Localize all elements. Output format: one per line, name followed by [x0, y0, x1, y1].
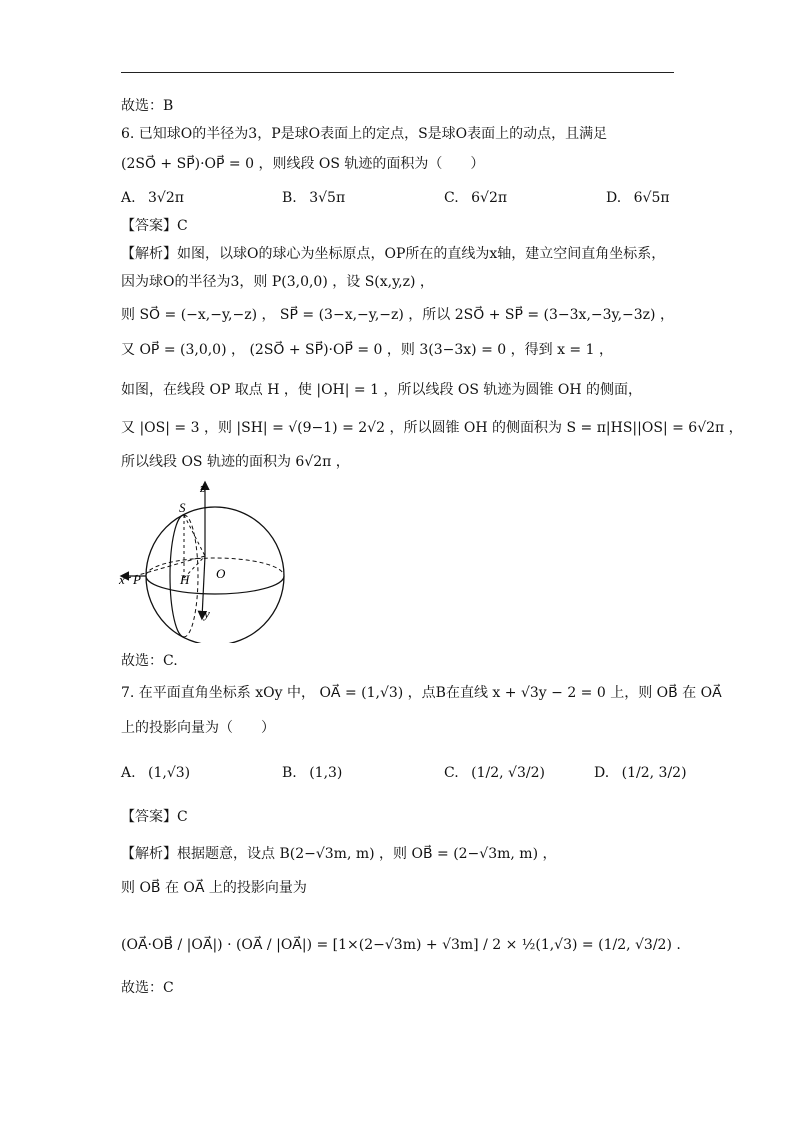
q6-analysis-line-7: 所以线段 OS 轨迹的面积为 6√2π ，	[121, 454, 350, 470]
q6-option-b	[282, 188, 345, 208]
sphere-outline	[146, 507, 284, 643]
option-label: D.	[594, 765, 610, 781]
label-H: H	[180, 572, 190, 587]
q7-option-d	[594, 763, 687, 783]
option-value: 3√2π	[148, 190, 184, 206]
label-z: z	[200, 480, 206, 495]
q7-analysis-line-2: 则 OB⃗ 在 OA⃗ 上的投影向量为	[121, 880, 307, 896]
option-label: C.	[444, 190, 459, 206]
q6-analysis-line-2: 因为球O的半径为3，则 P(3,0,0) ，设 S(x,y,z) ，	[121, 274, 434, 290]
q6-analysis-line-1: 【解析】如图，以球O的球心为坐标原点，OP所在的直线为x轴，建立空间直角坐标系，	[121, 246, 666, 262]
q6-conclusion: 故选：C.	[121, 653, 178, 669]
option-label: D.	[606, 190, 622, 206]
q6-option-d	[606, 188, 670, 208]
label-x: x	[119, 572, 125, 587]
q7-stem-line-2: 上的投影向量为（ ）	[121, 720, 275, 736]
q7-analysis-line-1: 【解析】根据题意，设点 B(2−√3m, m) ，则 OB⃗ = (2−√3m, m) ，	[121, 846, 557, 862]
option-value: (1,√3)	[148, 765, 191, 781]
q7-stem-line-1: 7. 在平面直角坐标系 xOy 中， OA⃗ = (1,√3) ，点B在直线 x + √3y − 2 = 0 上，则 OB⃗ 在 OA⃗	[121, 685, 722, 701]
q6-option-c	[444, 188, 507, 208]
q7-conclusion: 故选：C	[121, 980, 174, 996]
option-value: 6√2π	[471, 190, 508, 206]
q7-option-c	[444, 763, 545, 783]
equator-front	[146, 576, 284, 594]
q6-analysis-line-3: 则 SO⃗ = (−x,−y,−z) ， SP⃗ = (3−x,−y,−z) ，所以 2SO⃗ + SP⃗ = (3−3x,−3y,−3z) ，	[121, 307, 674, 323]
option-value: (1/2, 3/2)	[621, 765, 687, 781]
previous-answer: 故选：B	[121, 98, 174, 114]
q6-answer: 【答案】C	[121, 218, 188, 234]
option-value: (1,3)	[309, 765, 343, 781]
q6-stem-line-1: 6. 已知球O的半径为3，P是球O表面上的定点，S是球O表面上的动点，且满足	[121, 126, 608, 142]
label-y: y	[204, 606, 210, 621]
option-label: B.	[282, 765, 297, 781]
equator-back	[146, 558, 284, 576]
q6-analysis-line-4: 又 OP⃗ = (3,0,0) ， (2SO⃗ + SP⃗)·OP⃗ = 0 ，则 3(3−3x) = 0 ，得到 x = 1 ，	[121, 342, 613, 358]
option-label: B.	[282, 190, 297, 206]
sphere-figure	[108, 478, 298, 643]
q6-option-a	[121, 188, 184, 208]
q6-analysis-line-5: 如图，在线段 OP 取点 H ，使 |OH| = 1 ，所以线段 OS 轨迹为圆锥 OH 的侧面，	[121, 382, 643, 398]
option-value: (1/2, √3/2)	[471, 765, 545, 781]
option-value: 3√5π	[309, 190, 346, 206]
label-O: O	[216, 566, 226, 581]
q6-analysis-line-6: 又 |OS| = 3 ，则 |SH| = √(9−1) = 2√2 ，所以圆锥 OH 的侧面积为 S = π|HS||OS| = 6√2π ，	[121, 420, 743, 436]
option-label: A.	[121, 190, 136, 206]
q7-answer: 【答案】C	[121, 809, 188, 825]
label-P: P	[133, 572, 141, 587]
label-S: S	[179, 500, 186, 515]
q7-option-a	[121, 763, 190, 783]
option-value: 6√5π	[633, 190, 670, 206]
header-rule	[121, 72, 674, 73]
q7-option-b	[282, 763, 342, 783]
q6-stem-line-2: (2SO⃗ + SP⃗)·OP⃗ = 0 ，则线段 OS 轨迹的面积为（ ）	[121, 156, 485, 172]
option-label: C.	[444, 765, 459, 781]
q7-projection-formula: (OA⃗·OB⃗ / |OA⃗|) · (OA⃗ / |OA⃗|) = [1×(2−√3m) + √3m] / 2 × ½(1,√3) = (1/2, √3/2) .	[121, 937, 681, 953]
option-label: A.	[121, 765, 136, 781]
